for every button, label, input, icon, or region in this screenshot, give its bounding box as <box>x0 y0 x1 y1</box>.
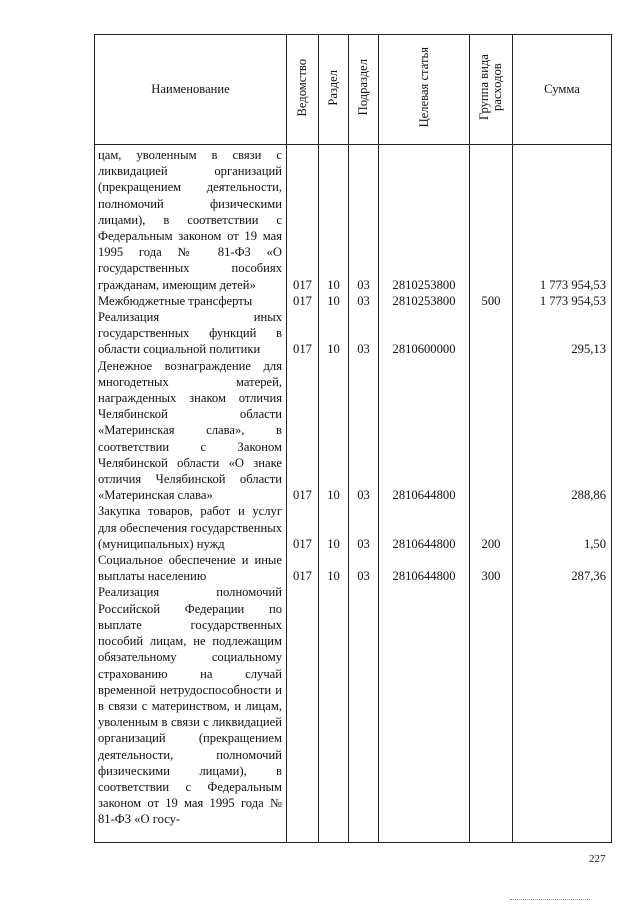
cell-expense-group <box>470 584 513 843</box>
header-target-item <box>379 35 470 145</box>
budget-table <box>94 34 612 843</box>
scan-artifact-dots <box>510 899 590 900</box>
cell-section: 10 <box>319 358 349 504</box>
budget-table-sheet <box>94 34 612 843</box>
cell-amount: 287,36 <box>513 552 612 584</box>
cell-name: Денежное вознаграждение для многодетных матерей, награжденных знаком отличия Челябинской области «Материнская слава», в соответствии с Законом Челябинской области «О знаке отличия Челябинской области «Материнская слава» <box>95 358 287 504</box>
cell-target-item: 2810644800 <box>379 358 470 504</box>
cell-department: 017 <box>287 358 319 504</box>
header-row <box>95 35 612 145</box>
cell-department: 017 <box>287 145 319 293</box>
cell-department: 017 <box>287 503 319 552</box>
header-subsection-label: Подраздел <box>356 59 370 116</box>
cell-department: 017 <box>287 309 319 358</box>
cell-section: 10 <box>319 552 349 584</box>
table-row <box>95 358 612 504</box>
cell-section <box>319 584 349 843</box>
cell-expense-group <box>470 358 513 504</box>
cell-section: 10 <box>319 309 349 358</box>
cell-expense-group: 300 <box>470 552 513 584</box>
cell-amount: 1 773 954,53 <box>513 145 612 293</box>
cell-subsection: 03 <box>349 552 379 584</box>
header-subsection <box>349 35 379 145</box>
table-row <box>95 293 612 309</box>
header-expense-group <box>470 35 513 145</box>
cell-section: 10 <box>319 503 349 552</box>
header-amount: Сумма <box>513 35 612 145</box>
header-section <box>319 35 349 145</box>
cell-amount: 295,13 <box>513 309 612 358</box>
cell-department: 017 <box>287 293 319 309</box>
table-body <box>95 145 612 843</box>
header-department-label: Ведомство <box>295 58 309 117</box>
header-section-label: Раздел <box>326 69 340 106</box>
table-row <box>95 309 612 358</box>
cell-name: цам, уволенным в связи с ликвидацией организаций (прекращением деятельности, полномочий физическими лицами), в соответствии с Федеральным законом от 19 мая 1995 года № 81-ФЗ «О государственных пособиях гражданам, имеющим детей» <box>95 145 287 293</box>
cell-name: Реализация полномочий Российской Федерации по выплате государственных пособий лицам, не подлежащим обязательному социальному страхованию на случай временной нетрудоспособности и в связи с материнством, и лицам, уволенным в связи с ликвидацией организаций (прекращением деятельности, полномочий физическими лицами), в соответствии с Федеральным законом от 19 мая 1995 года № 81-ФЗ «О госу- <box>95 584 287 843</box>
cell-name: Межбюджетные трансферты <box>95 293 287 309</box>
cell-subsection: 03 <box>349 358 379 504</box>
header-department <box>287 35 319 145</box>
cell-name: Реализация иных государственных функций в области социальной политики <box>95 309 287 358</box>
cell-subsection: 03 <box>349 293 379 309</box>
cell-amount: 288,86 <box>513 358 612 504</box>
cell-name: Закупка товаров, работ и услуг для обеспечения государственных (муниципальных) нужд <box>95 503 287 552</box>
table-row <box>95 145 612 293</box>
cell-department: 017 <box>287 552 319 584</box>
table-row <box>95 552 612 584</box>
cell-target-item: 2810644800 <box>379 503 470 552</box>
cell-subsection: 03 <box>349 503 379 552</box>
header-target-item-label: Целевая статья <box>416 47 431 128</box>
cell-department <box>287 584 319 843</box>
cell-expense-group: 500 <box>470 293 513 309</box>
cell-target-item: 2810644800 <box>379 552 470 584</box>
header-name: Наименование <box>95 35 287 145</box>
cell-expense-group <box>470 309 513 358</box>
cell-section: 10 <box>319 293 349 309</box>
cell-amount: 1 773 954,53 <box>513 293 612 309</box>
table-row <box>95 503 612 552</box>
cell-subsection: 03 <box>349 309 379 358</box>
page-number: 227 <box>589 853 606 865</box>
cell-amount <box>513 584 612 843</box>
header-expense-group-label: Группа вида расходов <box>477 54 504 121</box>
table-row <box>95 584 612 843</box>
cell-amount: 1,50 <box>513 503 612 552</box>
cell-expense-group <box>470 145 513 293</box>
cell-subsection: 03 <box>349 145 379 293</box>
cell-target-item <box>379 584 470 843</box>
cell-section: 10 <box>319 145 349 293</box>
cell-target-item: 2810600000 <box>379 309 470 358</box>
cell-target-item: 2810253800 <box>379 293 470 309</box>
table-header <box>95 35 612 145</box>
cell-name: Социальное обеспечение и иные выплаты населению <box>95 552 287 584</box>
cell-expense-group: 200 <box>470 503 513 552</box>
cell-target-item: 2810253800 <box>379 145 470 293</box>
cell-subsection <box>349 584 379 843</box>
